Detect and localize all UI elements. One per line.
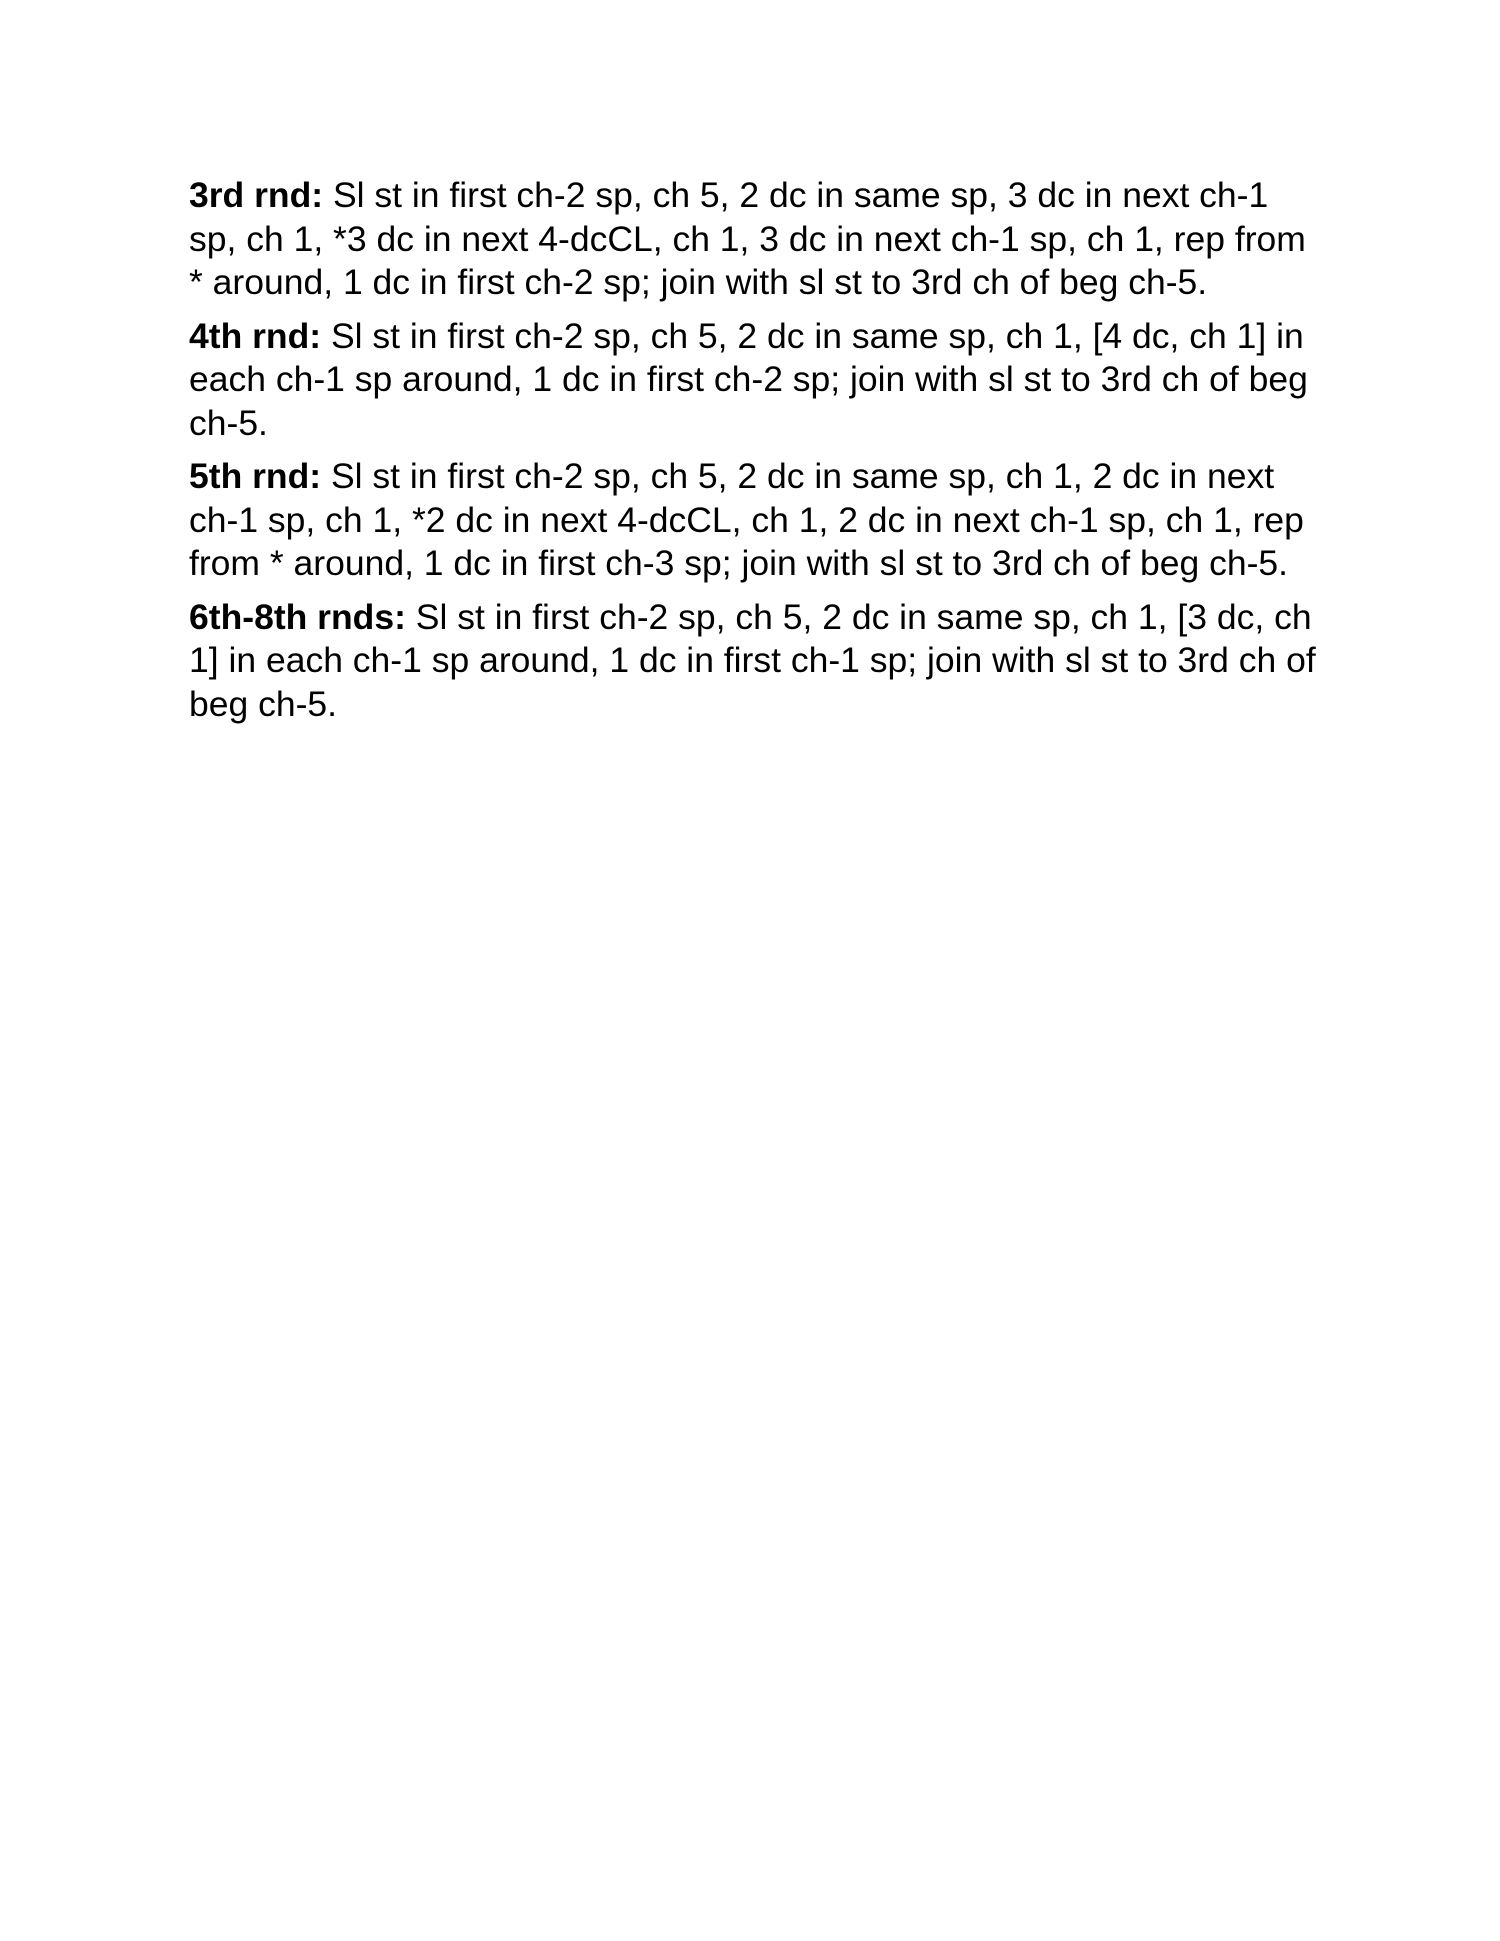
- rounds-6-8-paragraph: [189, 596, 1319, 727]
- rounds-6-8-text: Sl st in first ch-2 sp, ch 5, 2 dc in same sp, ch 1, [3 dc, ch 1] in each ch-1 sp around, 1 dc in first ch-1 sp; join with sl st to 3rd ch of beg ch-5.: [189, 596, 1316, 724]
- rounds-6-8-label: 6th-8th rnds:: [189, 596, 406, 637]
- round-4-text: Sl st in first ch-2 sp, ch 5, 2 dc in same sp, ch 1, [4 dc, ch 1] in each ch-1 sp around, 1 dc in first ch-2 sp; join with sl st to 3rd ch of beg ch-5.: [189, 315, 1308, 443]
- round-3-label: 3rd rnd:: [189, 175, 324, 215]
- round-3-text: Sl st in first ch-2 sp, ch 5, 2 dc in same sp, 3 dc in next ch-1 sp, ch 1, *3 dc in next 4-dcCL, ch 1, 3 dc in next ch-1 sp, ch 1, rep from * around, 1 dc in first ch-2 sp; join with sl st to 3rd ch of beg ch-5.: [189, 175, 1306, 302]
- round-3-paragraph: [189, 174, 1319, 305]
- round-5-label: 5th rnd:: [189, 456, 322, 496]
- round-5-paragraph: [189, 455, 1319, 586]
- round-5-text: Sl st in first ch-2 sp, ch 5, 2 dc in same sp, ch 1, 2 dc in next ch-1 sp, ch 1, *2 dc in next 4-dcCL, ch 1, 2 dc in next ch-1 sp, ch 1, rep from * around, 1 dc in first ch-3 sp; join with sl st to 3rd ch of beg ch-5.: [189, 456, 1304, 583]
- round-4-paragraph: [189, 315, 1319, 446]
- pattern-instructions: [189, 174, 1319, 736]
- round-4-label: 4th rnd:: [189, 315, 322, 356]
